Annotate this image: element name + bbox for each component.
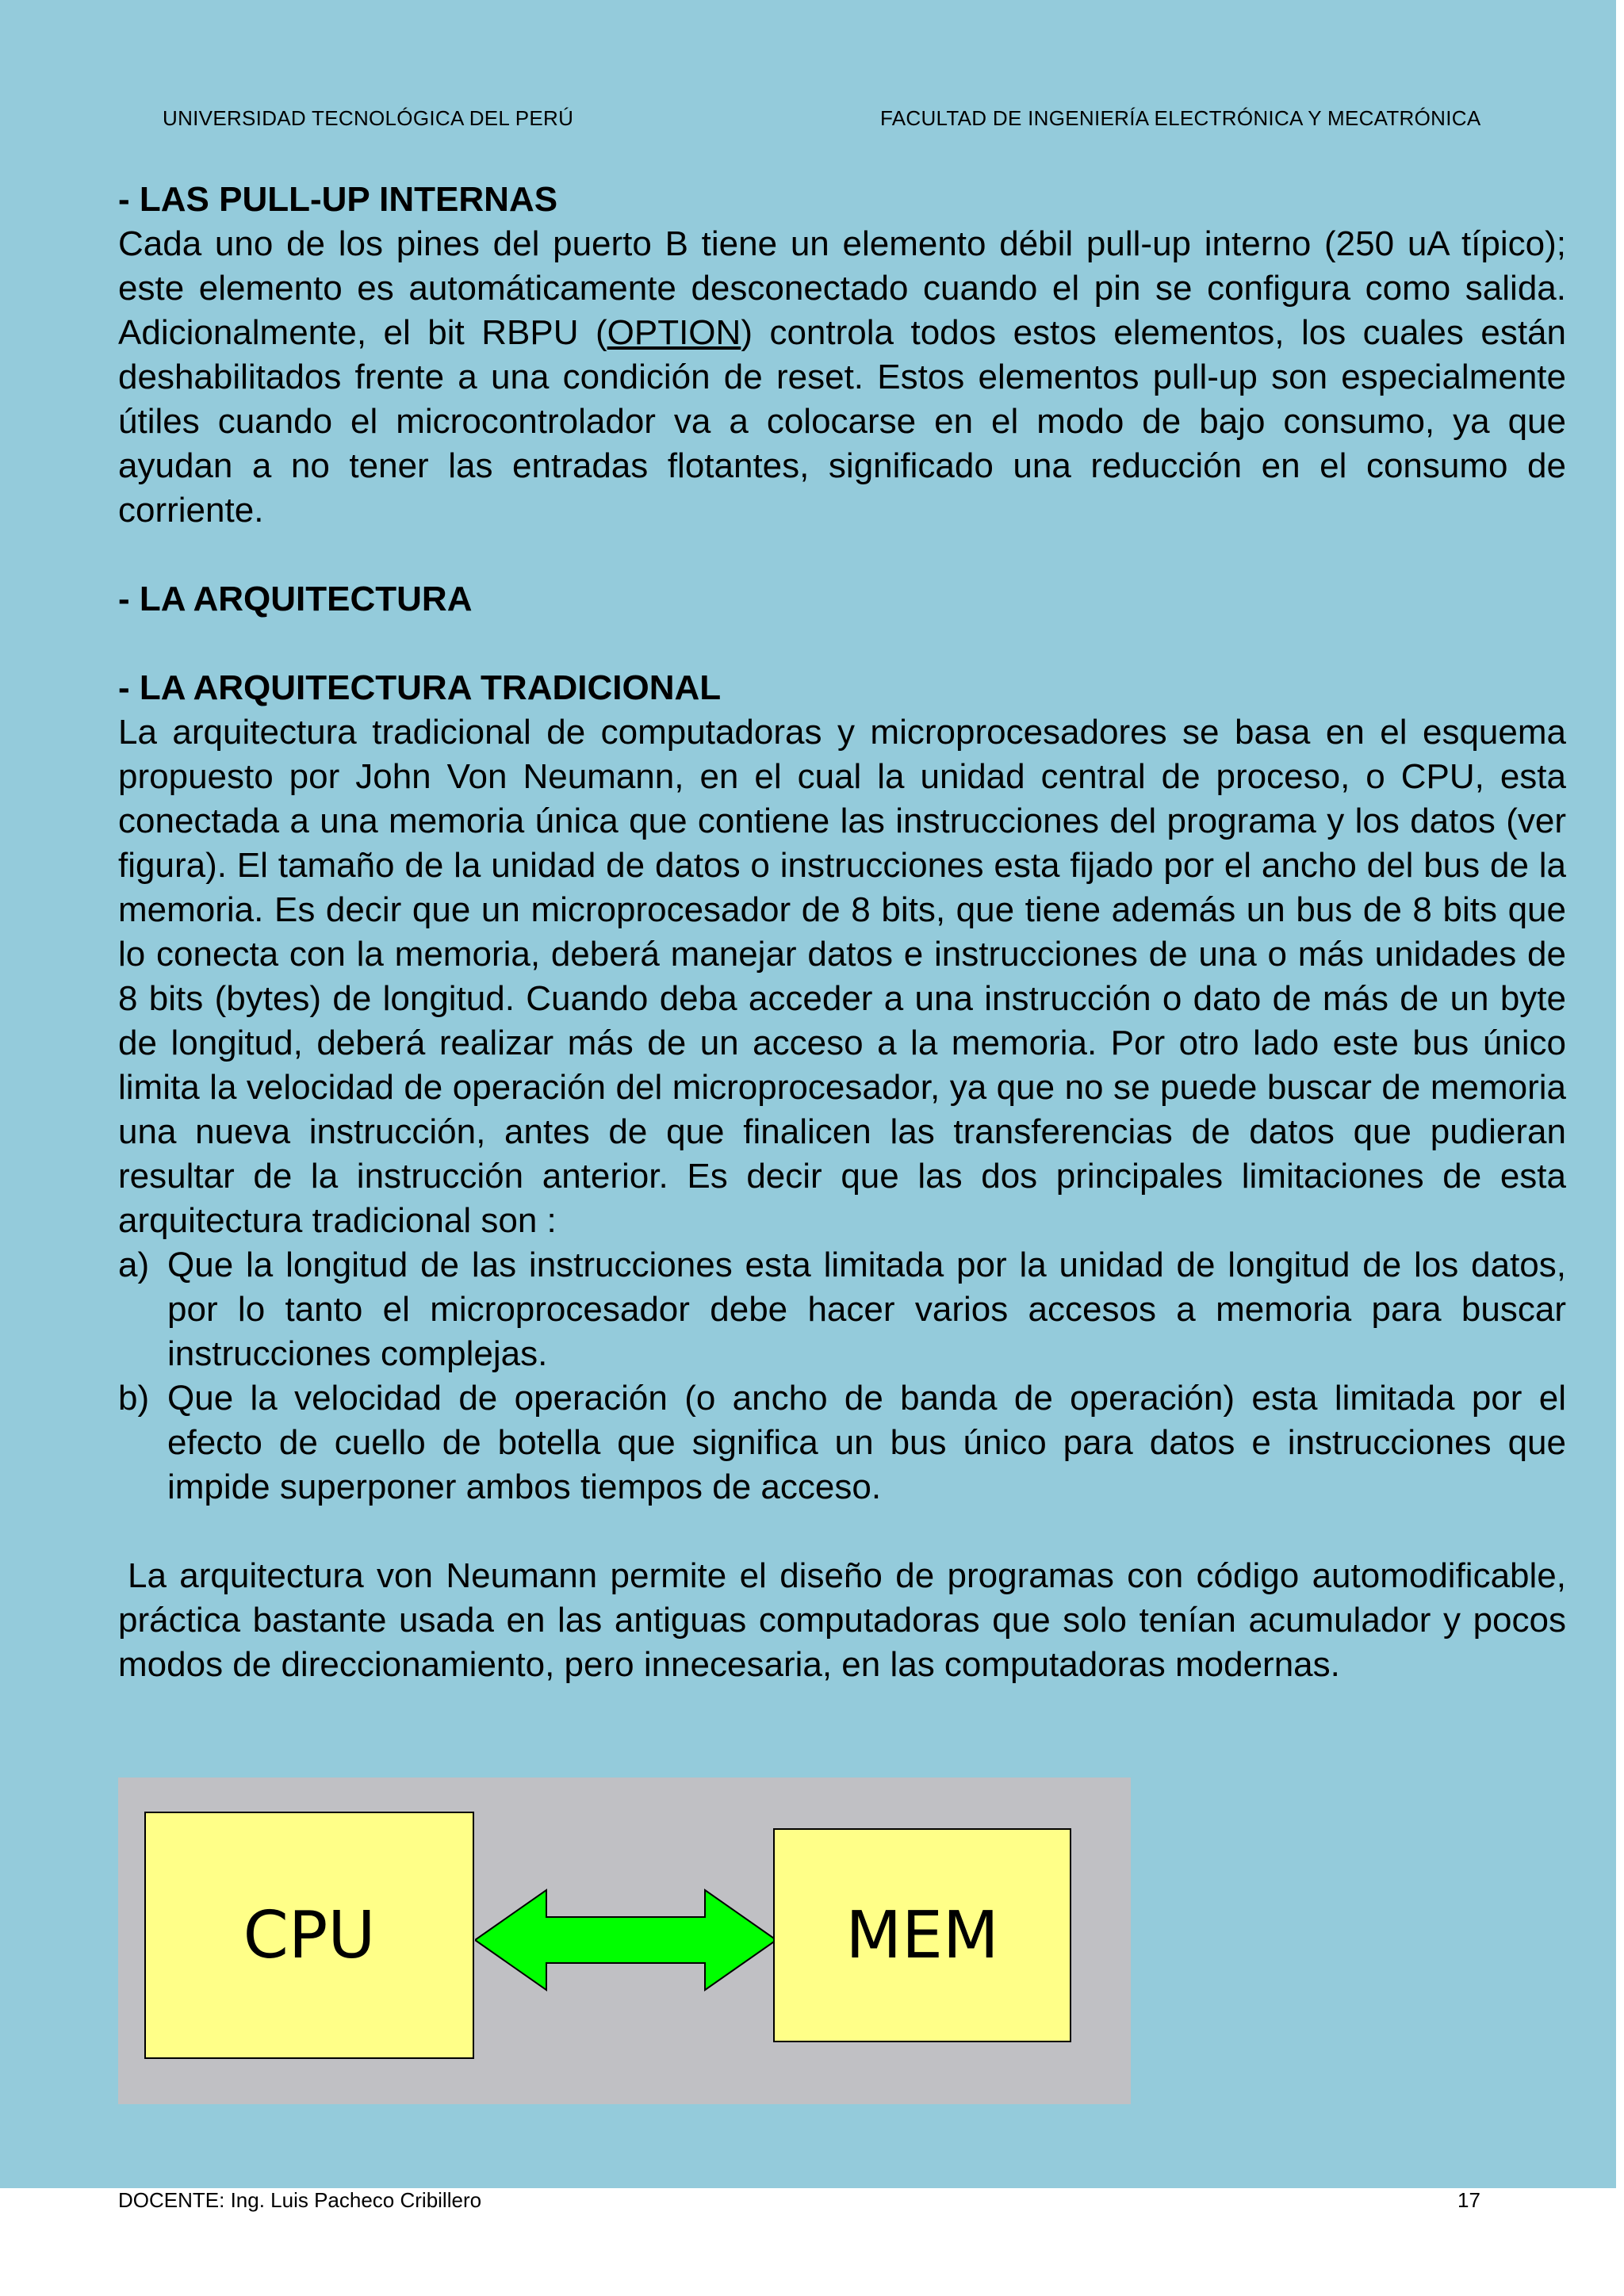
list-marker: a) xyxy=(118,1246,150,1284)
paragraph-pullup-part-b: ) controla todos estos elementos, los cuales están deshabilitados frente a una condición de reset. Estos elementos pull-up son especialmente útiles cuando el microcontrolador va a colocarse en el modo de bajo consumo, ya que ayudan a no tener las entradas flotantes, significado una reducción en el consumo de corriente. xyxy=(118,313,1566,530)
paragraph-von-neumann: La arquitectura von Neumann permite el diseño de programas con código automodificable, práctica bastante usada en las antiguas computadoras que solo tenían acumulador y pocos modos de direccionamiento, pero innecesaria, en las computadoras modernas. xyxy=(118,1556,1566,1684)
paragraph-traditional-architecture: La arquitectura tradicional de computadoras y microprocesadores se basa en el esquema propuesto por John Von Neumann, en el cual la unidad central de proceso, o CPU, esta conectada a una memoria única que contiene las instrucciones del programa y los datos (ver figura). El tamaño de la unidad de datos o instrucciones esta fijado por el ancho del bus de la memoria. Es decir que un microprocesador de 8 bits, que tiene además un bus de 8 bits que lo conecta con la memoria, deberá manejar datos e instrucciones de una o más unidades de 8 bits (bytes) de longitud. Cuando deba acceder a una instrucción o dato de más de un byte de longitud, deberá realizar más de un acceso a la memoria. Por otro lado este bus único limita la velocidad de operación del microprocesador, ya que no se puede buscar de memoria una nueva instrucción, antes de que finalicen las transferencias de datos que pudieran resultar de la instrucción anterior. Es decir que las dos principales limitaciones de esta arquitectura tradicional son : xyxy=(118,713,1566,1240)
list-item xyxy=(118,1376,1566,1510)
paragraph-pullup xyxy=(118,222,1566,533)
paragraph-pullup-part-a: Cada uno de los pines del puerto B tiene un elemento débil pull-up interno (250 uA típico); este elemento es automáticamente desconectado cuando el pin se configura como salida. Adicionalmente, el bit RBPU ( xyxy=(118,224,1566,352)
list-item-text: Que la longitud de las instrucciones esta limitada por la unidad de longitud de los datos, por lo tanto el microprocesador debe hacer varios accesos a memoria para buscar instrucciones complejas. xyxy=(167,1246,1566,1373)
page-number: 17 xyxy=(1457,2188,1480,2212)
cpu-label: CPU xyxy=(243,1897,376,1973)
list-item xyxy=(118,1243,1566,1376)
option-register-text: OPTION xyxy=(607,313,741,352)
document-body xyxy=(118,178,1566,1687)
von-neumann-diagram xyxy=(118,1777,1131,2104)
section-title-traditional-architecture: - LA ARQUITECTURA TRADICIONAL xyxy=(118,668,722,707)
section-title-architecture: - LA ARQUITECTURA xyxy=(118,580,473,618)
header-university: UNIVERSIDAD TECNOLÓGICA DEL PERÚ xyxy=(163,106,574,130)
header-faculty: FACULTAD DE INGENIERÍA ELECTRÓNICA Y MECATRÓNICA xyxy=(880,106,1481,130)
list-item-text: Que la velocidad de operación (o ancho de banda de operación) esta limitada por el efecto de cuello de botella que significa un bus único para datos e instrucciones que impide superponer ambos tiempos de acceso. xyxy=(167,1379,1566,1506)
memory-box xyxy=(773,1828,1071,2042)
cpu-box xyxy=(144,1812,474,2059)
list-marker: b) xyxy=(118,1379,150,1418)
section-title-pullup: - LAS PULL-UP INTERNAS xyxy=(118,180,558,219)
footer-docente: DOCENTE: Ing. Luis Pacheco Cribillero xyxy=(118,2188,482,2212)
mem-label: MEM xyxy=(845,1897,999,1973)
bidirectional-arrow-icon xyxy=(475,1888,776,1992)
